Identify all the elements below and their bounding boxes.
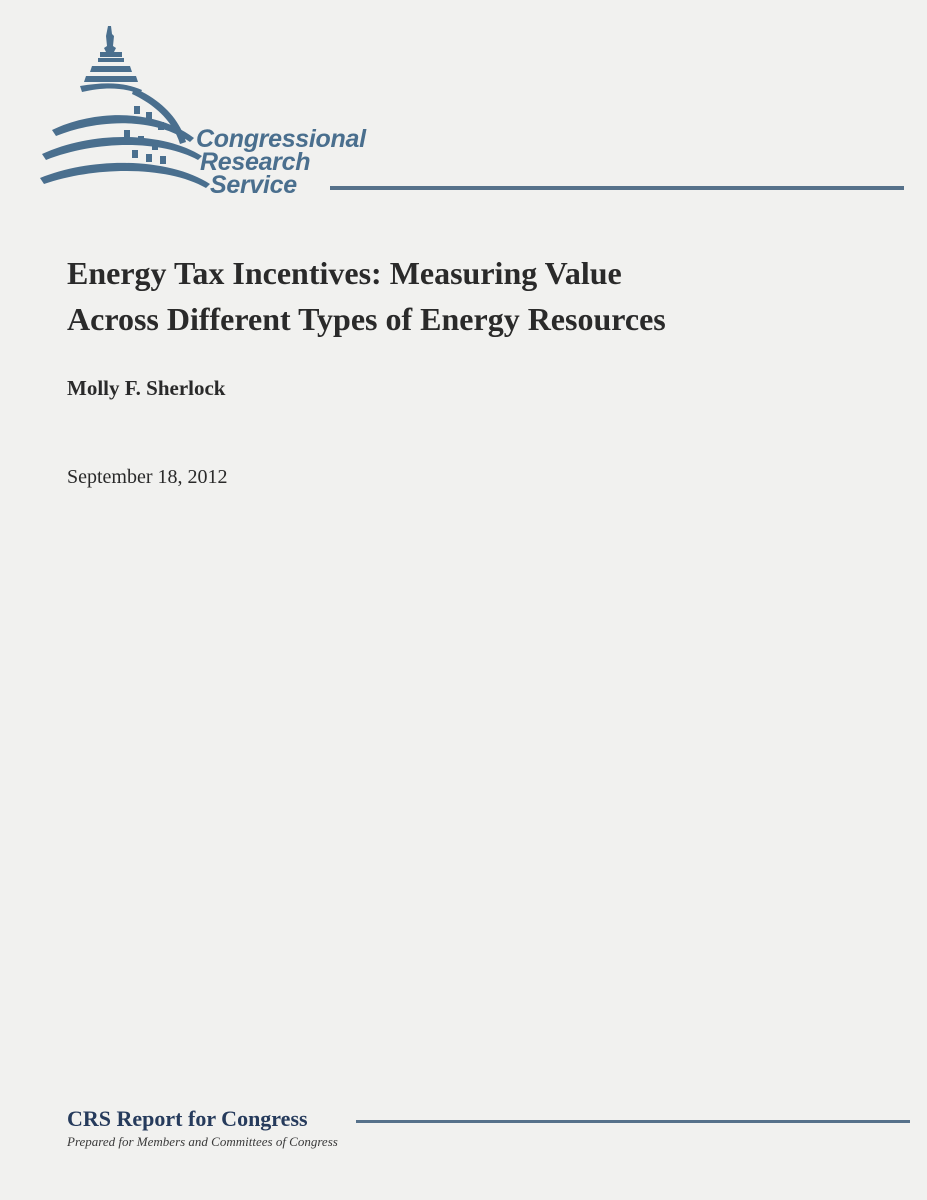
report-author: Molly F. Sherlock [67, 376, 226, 400]
logo-line-1: Congressional [196, 125, 366, 153]
logo-line-3: Service [210, 171, 297, 199]
report-title-line-2: Across Different Types of Energy Resources [67, 301, 666, 337]
report-title [67, 250, 887, 342]
footer-subtitle: Prepared for Members and Committees of Congress [67, 1134, 338, 1149]
footer-title: CRS Report for Congress [67, 1106, 308, 1131]
capitol-dome-icon [34, 22, 214, 202]
header-divider [330, 186, 904, 190]
logo-line-2: Research [200, 148, 311, 176]
footer-divider [356, 1120, 910, 1123]
report-title-line-1: Energy Tax Incentives: Measuring Value [67, 255, 622, 291]
report-date: September 18, 2012 [67, 466, 228, 488]
